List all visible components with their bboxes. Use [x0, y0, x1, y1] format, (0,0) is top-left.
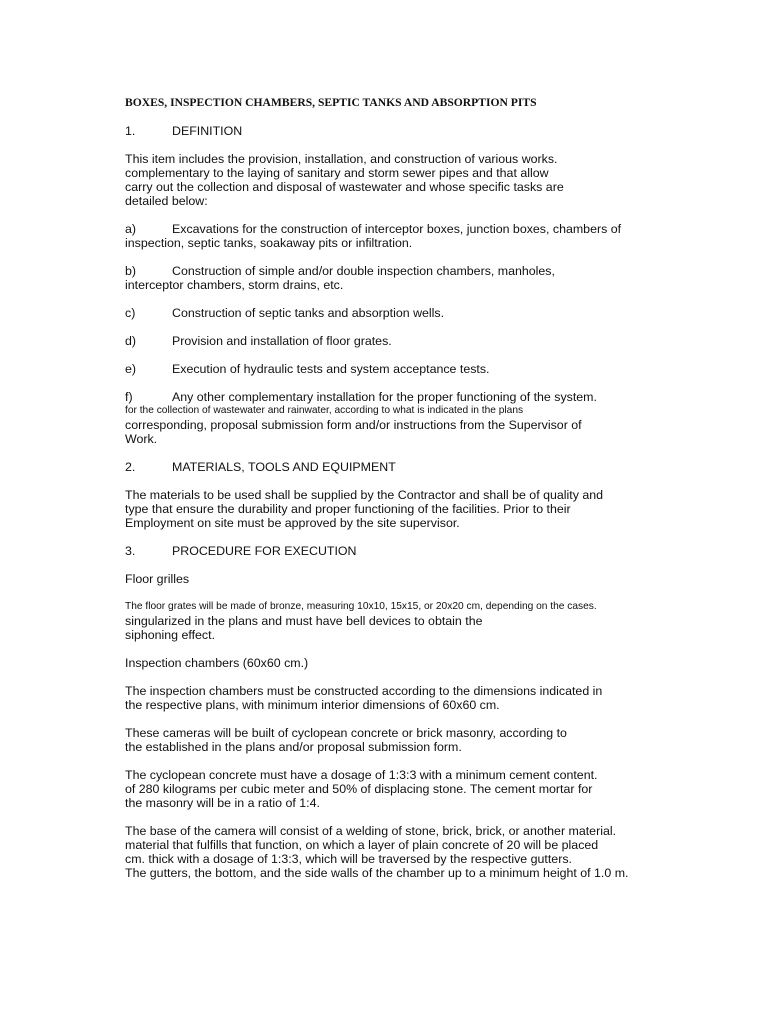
- section-1-heading: [125, 124, 685, 138]
- text-line: the masonry will be in a ratio of 1:4.: [125, 796, 320, 810]
- inspection-chambers-heading: Inspection chambers (60x60 cm.): [125, 656, 309, 670]
- text-line: Provision and installation of floor grates.: [172, 334, 392, 348]
- text-line: corresponding, proposal submission form and/or instructions from the Supervisor of: [125, 418, 582, 432]
- chambers-paragraph-4: [125, 824, 685, 880]
- intro-paragraph: [125, 152, 685, 208]
- list-item-a: [125, 222, 685, 250]
- text-line: detailed below:: [125, 194, 208, 208]
- list-item-e: [125, 362, 685, 376]
- floor-grilles-paragraph: [125, 600, 685, 642]
- section-number: 3.: [125, 544, 136, 558]
- list-marker: b): [125, 264, 137, 278]
- list-marker: f): [125, 390, 133, 404]
- text-line: singularized in the plans and must have bell devices to obtain the: [125, 614, 483, 628]
- list-item-b: [125, 264, 685, 292]
- text-line: This item includes the provision, installation, and construction of various works.: [125, 152, 558, 166]
- text-line: inspection, septic tanks, soakaway pits or infiltration.: [125, 236, 413, 250]
- text-line: Excavations for the construction of interceptor boxes, junction boxes, chambers of: [172, 222, 622, 236]
- text-line-small: for the collection of wastewater and rainwater, according to what is indicated in the plans: [125, 405, 524, 416]
- text-line: Execution of hydraulic tests and system acceptance tests.: [172, 362, 490, 376]
- text-line: Employment on site must be approved by the site supervisor.: [125, 516, 460, 530]
- text-line: the established in the plans and/or proposal submission form.: [125, 740, 462, 754]
- list-marker: e): [125, 362, 137, 376]
- section-title: MATERIALS, TOOLS AND EQUIPMENT: [172, 460, 396, 474]
- materials-paragraph: [125, 488, 685, 530]
- text-line: The inspection chambers must be constructed according to the dimensions indicated in: [125, 684, 603, 698]
- text-line: The base of the camera will consist of a welding of stone, brick, brick, or another material.: [125, 824, 617, 838]
- list-item-d: [125, 334, 685, 348]
- text-line: type that ensure the durability and proper functioning of the facilities. Prior to their: [125, 502, 571, 516]
- text-line: The gutters, the bottom, and the side walls of the chamber up to a minimum height of 1.0 m.: [125, 866, 629, 880]
- section-title: PROCEDURE FOR EXECUTION: [172, 544, 357, 558]
- text-line: material that fulfills that function, on which a layer of plain concrete of 20 will be placed: [125, 838, 599, 852]
- list-marker: a): [125, 222, 137, 236]
- chambers-paragraph-3: [125, 768, 685, 810]
- list-item-c: [125, 306, 685, 320]
- text-line: The cyclopean concrete must have a dosage of 1:3:3 with a minimum cement content.: [125, 768, 598, 782]
- section-title: DEFINITION: [172, 124, 243, 138]
- text-line: Any other complementary installation for the proper functioning of the system.: [172, 390, 597, 404]
- section-3-heading: [125, 544, 685, 558]
- text-line: Construction of simple and/or double inspection chambers, manholes,: [172, 264, 555, 278]
- text-line: Work.: [125, 432, 158, 446]
- document-title: BOXES, INSPECTION CHAMBERS, SEPTIC TANKS AND ABSORPTION PITS: [125, 96, 537, 109]
- chambers-paragraph-2: [125, 726, 685, 754]
- section-number: 2.: [125, 460, 136, 474]
- section-2-heading: [125, 460, 685, 474]
- list-marker: d): [125, 334, 137, 348]
- section-number: 1.: [125, 124, 136, 138]
- text-line: interceptor chambers, storm drains, etc.: [125, 278, 344, 292]
- text-line-small: The floor grates will be made of bronze, measuring 10x10, 15x15, or 20x20 cm, depending on the cases.: [125, 601, 597, 612]
- chambers-paragraph-1: [125, 684, 685, 712]
- text-line: The materials to be used shall be supplied by the Contractor and shall be of quality and: [125, 488, 604, 502]
- text-line: of 280 kilograms per cubic meter and 50% of displacing stone. The cement mortar for: [125, 782, 593, 796]
- floor-grilles-heading: Floor grilles: [125, 572, 190, 586]
- list-marker: c): [125, 306, 136, 320]
- text-line: carry out the collection and disposal of wastewater and whose specific tasks are: [125, 180, 564, 194]
- text-line: cm. thick with a dosage of 1:3:3, which will be traversed by the respective gutters.: [125, 852, 572, 866]
- text-line: complementary to the laying of sanitary and storm sewer pipes and that allow: [125, 166, 549, 180]
- text-line: the respective plans, with minimum interior dimensions of 60x60 cm.: [125, 698, 500, 712]
- text-line: These cameras will be built of cyclopean concrete or brick masonry, according to: [125, 726, 567, 740]
- text-line: Construction of septic tanks and absorption wells.: [172, 306, 445, 320]
- list-item-f: [125, 390, 685, 446]
- text-line: siphoning effect.: [125, 628, 216, 642]
- document-page: [125, 96, 685, 880]
